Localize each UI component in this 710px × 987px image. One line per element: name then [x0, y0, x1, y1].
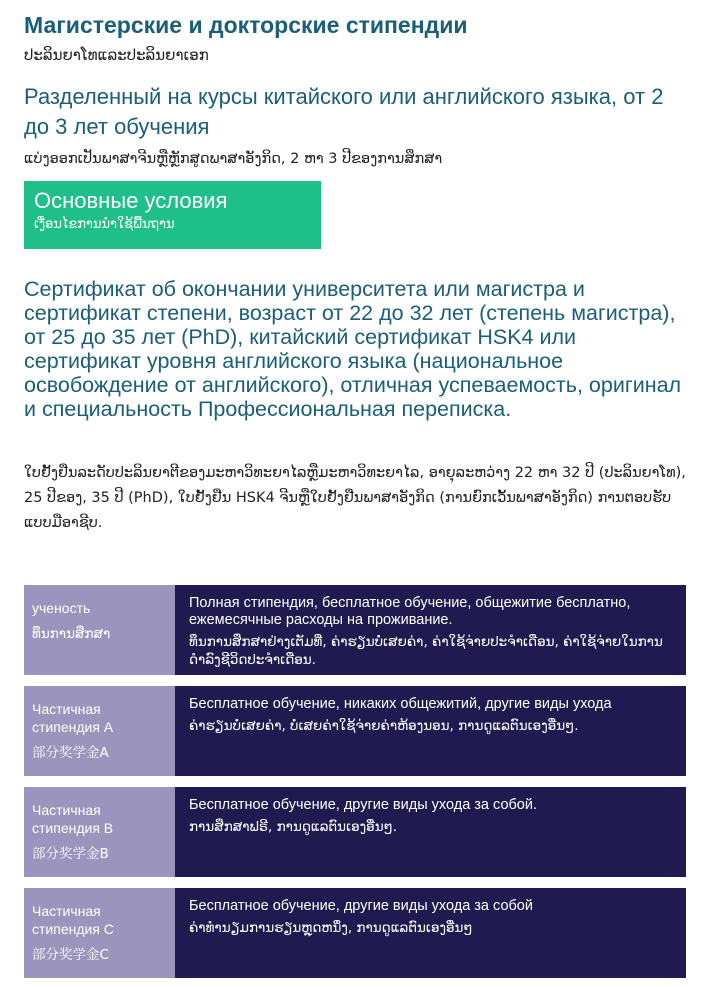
scholarship-label-sub: ທຶນການສຶກສາ [32, 626, 111, 642]
page-title: Магистерские и докторские стипендии [24, 12, 468, 38]
scholarship-label-ru: Частичная стипендия B [32, 802, 114, 836]
scholarship-description [175, 787, 686, 877]
scholarship-table [24, 585, 686, 978]
scholarship-label-ru: Частичная стипендия A [32, 701, 114, 735]
scholarship-label-ru: Частичная стипендия C [32, 903, 114, 937]
course-description: Разделенный на курсы китайского или английского языка, от 2 до 3 лет обучения [24, 84, 664, 139]
scholarship-desc-lao: ຄ່າທໍານຽມການຮຽນຫຼຸດຫນຶ່ງ, ການດູແລຕົນເອງອື່ນໆ [189, 920, 473, 936]
scholarship-row-partial-c [24, 888, 686, 978]
scholarship-description [175, 686, 686, 776]
scholarship-label [24, 585, 175, 675]
scholarship-desc-ru: Полная стипендия, бесплатное обучение, общежитие бесплатно, ежемесячные расходы на проживание. [189, 595, 631, 628]
scholarship-label-sub: 部分奖学金A [32, 745, 109, 761]
scholarship-desc-ru: Бесплатное обучение, другие виды ухода за собой. [189, 797, 537, 813]
page-subtitle-lao: ປະລິນຍາໂທແລະປະລິນຍາເອກ [24, 46, 209, 64]
scholarship-row-full [24, 585, 686, 675]
scholarship-desc-lao: ທຶນການສຶກສາຢ່າງເຕັມທີ່, ຄ່າຮຽນບໍ່ເສຍຄ່າ, ຄ່າໃຊ້ຈ່າຍປະຈໍາເດືອນ, ຄ່າໃຊ້ຈ່າຍໃນການດໍາລົງຊີວິດປະຈໍາເດືອນ. [189, 634, 663, 668]
scholarship-label [24, 787, 175, 877]
conditions-heading-lao: ເງື່ອນໄຂການນໍາໃຊ້ພື້ນຖານ [34, 217, 175, 232]
scholarship-desc-lao: ການສຶກສາຟຣີ, ການດູແລຕົນເອງອື່ນໆ. [189, 819, 398, 835]
scholarship-desc-lao: ຄ່າຮຽນບໍ່ເສຍຄ່າ, ບໍ່ເສຍຄ່າໃຊ້ຈ່າຍຄ່າຫ້ອງນອນ, ການດູແລຕົນເອງອື່ນໆ. [189, 718, 579, 734]
scholarship-description [175, 585, 686, 675]
requirements-text: Сертификат об окончании университета или магистра и сертификат степени, возраст от 22 до 32 лет (степень магистра), от 25 до 35 лет (PhD), китайский сертификат HSK4 или сертификат уровня английского языка (национальное освобождение от английского), отличная успеваемость, оригинал и специальность Профессиональная переписка. [24, 277, 682, 421]
conditions-heading: Основные условия [34, 188, 228, 213]
scholarship-label-sub: 部分奖学金B [32, 846, 109, 862]
scholarship-desc-ru: Бесплатное обучение, никаких общежитий, другие виды ухода [189, 696, 612, 712]
scholarship-label [24, 686, 175, 776]
scholarship-row-partial-b [24, 787, 686, 877]
scholarship-desc-ru: Бесплатное обучение, другие виды ухода за собой [189, 898, 533, 914]
requirements-text-lao: ໃບຢັ້ງຢືນລະດັບປະລິນຍາຕີຂອງມະຫາວິທະຍາໄລຫຼືມະຫາວິທະຍາໄລ, ອາຍຸລະຫວ່າງ 22 ຫາ 32 ປີ (ປະລິນຍາໂທ), 25 ປີຂອງ, 35 ປີ (PhD), ໃບຢັ້ງຢືນ HSK4 ຈີນຫຼືໃບຢັ້ງຢືນພາສາອັງກິດ (ການຍົກເວັ້ນພາສາອັງກິດ) ການຕອບຮັບແບບມືອາຊີບ. [24, 465, 686, 531]
scholarship-label-ru: ученость [32, 600, 91, 616]
scholarship-label-sub: 部分奖学金C [32, 947, 109, 963]
scholarship-row-partial-a [24, 686, 686, 776]
scholarship-label [24, 888, 175, 978]
course-description-lao: ແບ່ງອອກເປັນພາສາຈີນຫຼືຫຼັກສູດພາສາອັງກິດ, 2 ຫາ 3 ປີຂອງການສຶກສາ [24, 151, 443, 167]
scholarship-description [175, 888, 686, 978]
conditions-heading-box [24, 181, 321, 249]
